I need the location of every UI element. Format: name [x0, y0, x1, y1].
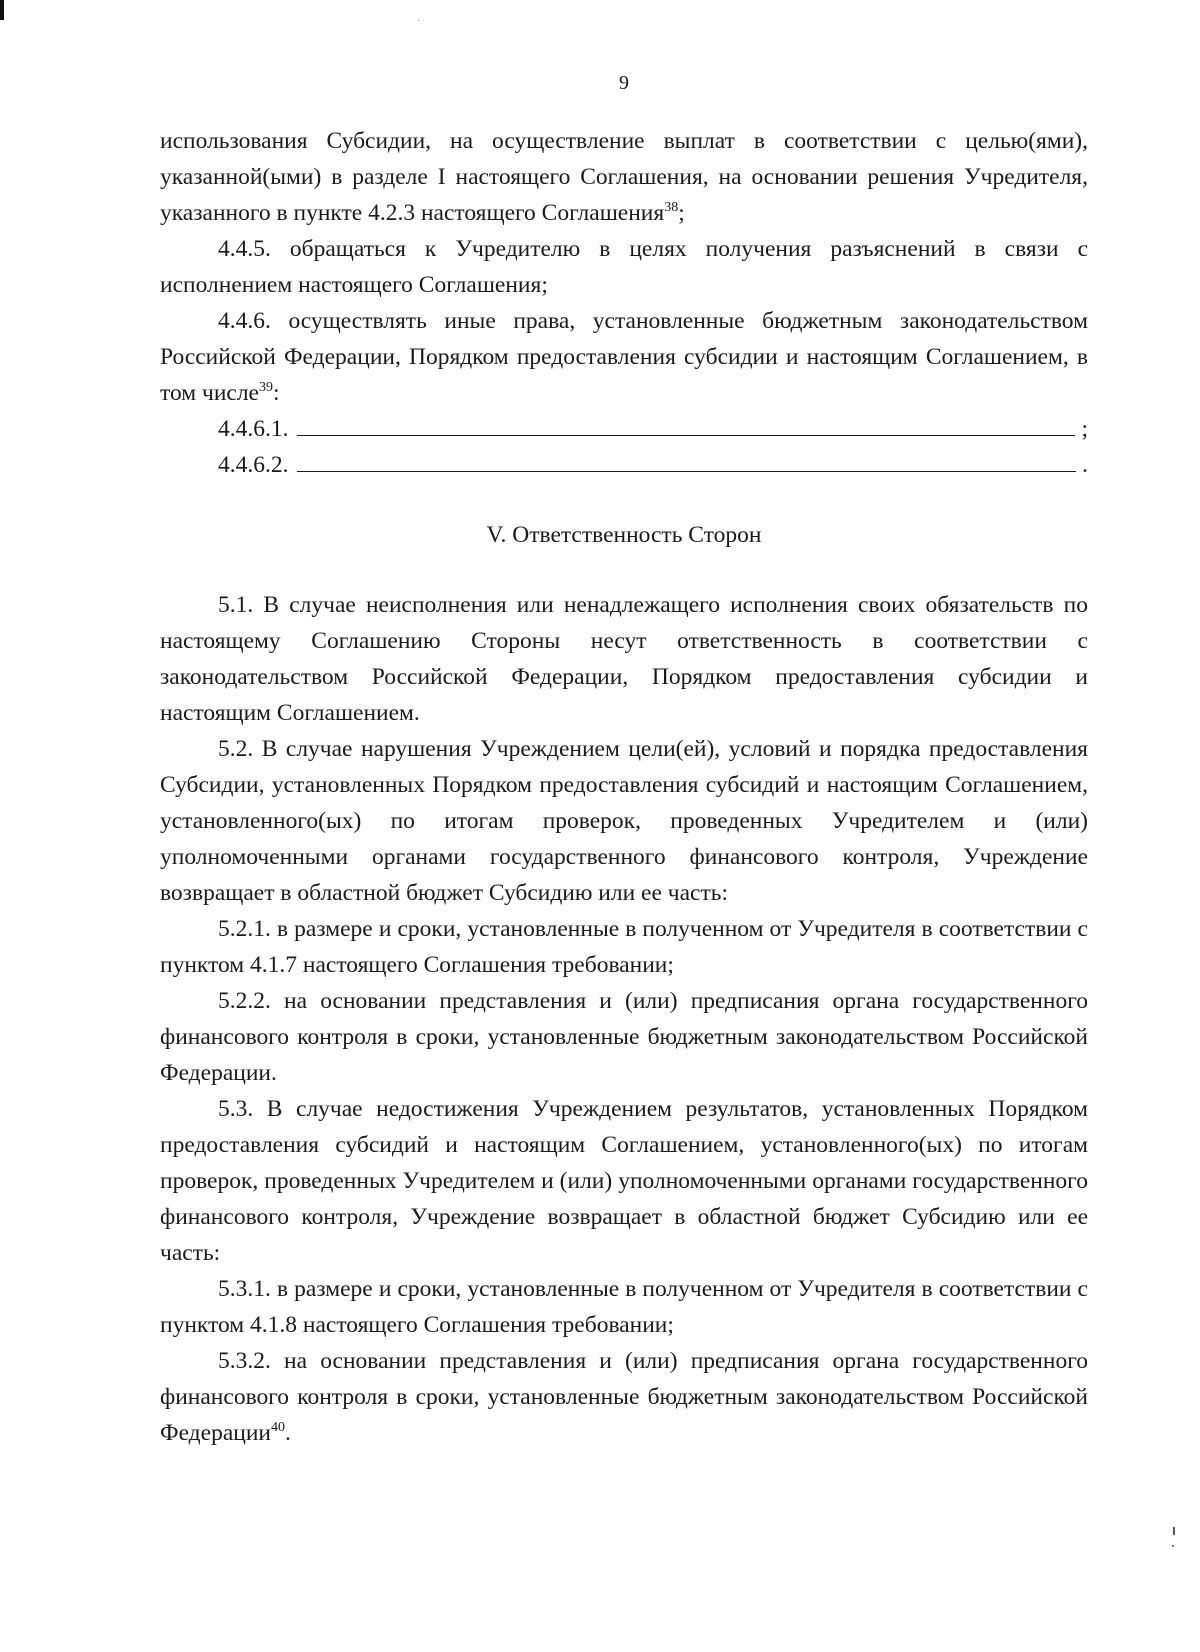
paragraph-text: 5.2. В случае нарушения Учреждением цели(ей), условий и порядка предоставления Субсидии, установленных Порядком предоставления субсидий и настоящим Соглашением, установленного(ых) по итогам проверок, проведенных Учредителем и (или) уполномоченными органами государственного финансового контроля, Учреждение возвращает в областной бюджет Субсидию или ее часть:: [160, 736, 1088, 906]
blank-fill-line: [297, 449, 1077, 472]
page-number: 9: [619, 72, 629, 94]
blank-item-4-4-6-1: [160, 411, 1088, 447]
paragraph-4-4-6: [160, 303, 1088, 411]
paragraph-text: 5.3.2. на основании представления и (или) предписания органа государственного финансового контроля в сроки, установленные бюджетным законодательством Российской Федерации: [160, 1348, 1088, 1446]
blank-item-number: 4.4.6.2.: [218, 452, 289, 478]
footnote-ref: 40: [270, 1420, 285, 1435]
page-content: [160, 123, 1088, 1451]
paragraph-5-3-2: [160, 1343, 1088, 1451]
paragraph-4-4-5: [160, 231, 1088, 303]
paragraph-5-3: [160, 1091, 1088, 1271]
paragraph-text: 5.2.2. на основании представления и (или) предписания органа государственного финансового контроля в сроки, установленные бюджетным законодательством Российской Федерации.: [160, 988, 1088, 1086]
paragraph-text: 5.3.1. в размере и сроки, установленные в полученном от Учредителя в соответствии с пунктом 4.1.8 настоящего Соглашения требовании;: [160, 1276, 1088, 1338]
scan-speck: [1173, 1527, 1175, 1535]
blank-item-number: 4.4.6.1.: [218, 416, 289, 442]
footnote-ref: 39: [259, 380, 273, 395]
scan-edge-mark: [0, 0, 4, 20]
paragraph-text: 5.2.1. в размере и сроки, установленные в полученном от Учредителя в соответствии с пунктом 4.1.7 настоящего Соглашения требовании;: [160, 916, 1088, 978]
paragraph-5-3-1: [160, 1271, 1088, 1343]
blank-item-end: ;: [1081, 416, 1088, 442]
footnote-ref: 38: [664, 200, 679, 215]
paragraph-5-2: [160, 731, 1088, 911]
paragraph-text: 4.4.6. осуществлять иные права, установленные бюджетным законодательством Российской Федерации, Порядком предоставления субсидии и настоящим Соглашением, в том числе: [160, 308, 1088, 406]
paragraph-text: 5.3. В случае недостижения Учреждением результатов, установленных Порядком предоставления субсидий и настоящим Соглашением, установленного(ых) по итогам проверок, проведенных Учредителем и (или) уполномоченными органами государственного финансового контроля, Учреждение возвращает в областной бюджет Субсидию или ее часть:: [160, 1096, 1088, 1266]
paragraph-text: 5.1. В случае неисполнения или ненадлежащего исполнения своих обязательств по настоящему Соглашению Стороны несут ответственность в соответствии с законодательством Российской Федерации, Порядком предоставления субсидии и настоящим Соглашением.: [160, 592, 1088, 726]
document-page: [160, 0, 1088, 1652]
paragraph-text: использования Субсидии, на осуществление выплат в соответствии с целью(ями), указанной(ыми) в разделе I настоящего Соглашения, на основании решения Учредителя, указанного в пункте 4.2.3 настоящего Соглашения: [160, 128, 1088, 226]
paragraph-suffix: :: [273, 380, 280, 406]
paragraph-suffix: ;: [678, 200, 685, 226]
blank-fill-line: [297, 413, 1076, 436]
paragraph-continuation: [160, 123, 1088, 231]
paragraph-suffix: .: [284, 1420, 291, 1446]
blank-item-4-4-6-2: [160, 447, 1088, 483]
blank-item-end: .: [1082, 452, 1088, 478]
scan-speck: [1172, 1545, 1174, 1547]
section-title: V. Ответственность Сторон: [486, 522, 762, 548]
paragraph-5-1: [160, 587, 1088, 731]
paragraph-5-2-2: [160, 983, 1088, 1091]
paragraph-text: 4.4.5. обращаться к Учредителю в целях получения разъяснений в связи с исполнением настоящего Соглашения;: [160, 236, 1088, 298]
paragraph-5-2-1: [160, 911, 1088, 983]
